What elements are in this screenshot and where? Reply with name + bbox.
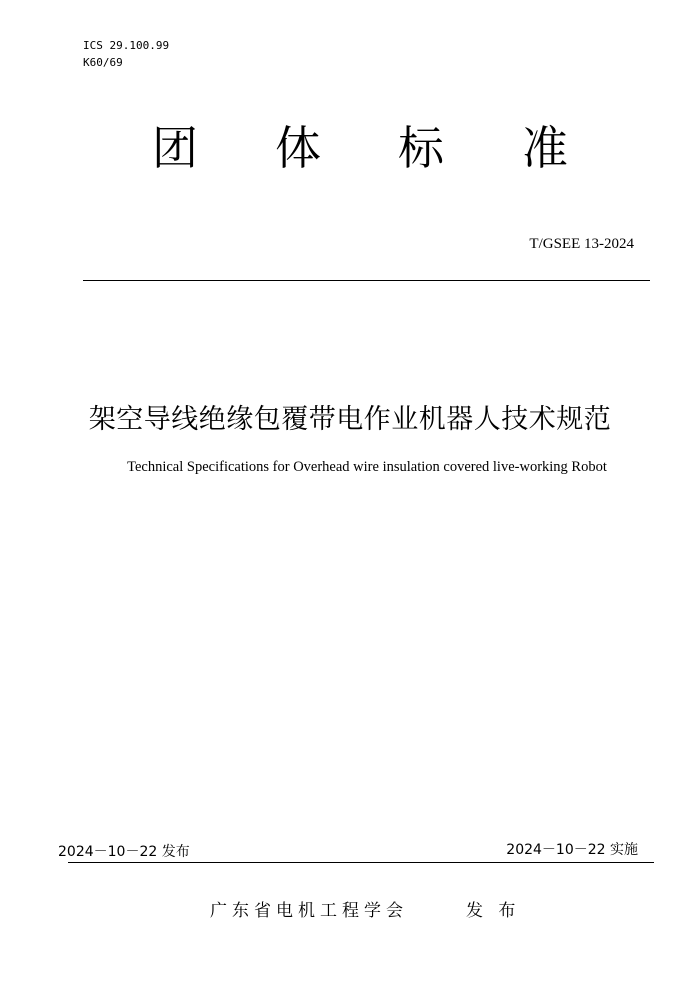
english-title: Technical Specifications for Overhead wire insulation covered live-working Robot [127,459,607,475]
standard-type-char-3: 标 [398,121,444,175]
publish-label: 发 布 [466,901,521,921]
standard-type-char-2: 体 [275,121,321,175]
ics-code: ICS 29.100.99 [83,39,170,52]
implementation-date: 2024－10－22 实施 [506,842,638,858]
bottom-divider [68,862,654,863]
standard-type-char-1: 团 [152,121,198,175]
release-date: 2024－10－22 发布 [58,844,190,860]
classification-codes [83,37,169,71]
publisher-name: 广东省电机工程学会 [210,901,408,921]
top-divider [83,280,650,281]
standard-type-char-4: 准 [522,121,568,175]
ccs-code: K60/69 [83,56,123,69]
standard-number: T/GSEE 13-2024 [529,236,634,252]
chinese-title: 架空导线绝缘包覆带电作业机器人技术规范 [88,404,612,435]
